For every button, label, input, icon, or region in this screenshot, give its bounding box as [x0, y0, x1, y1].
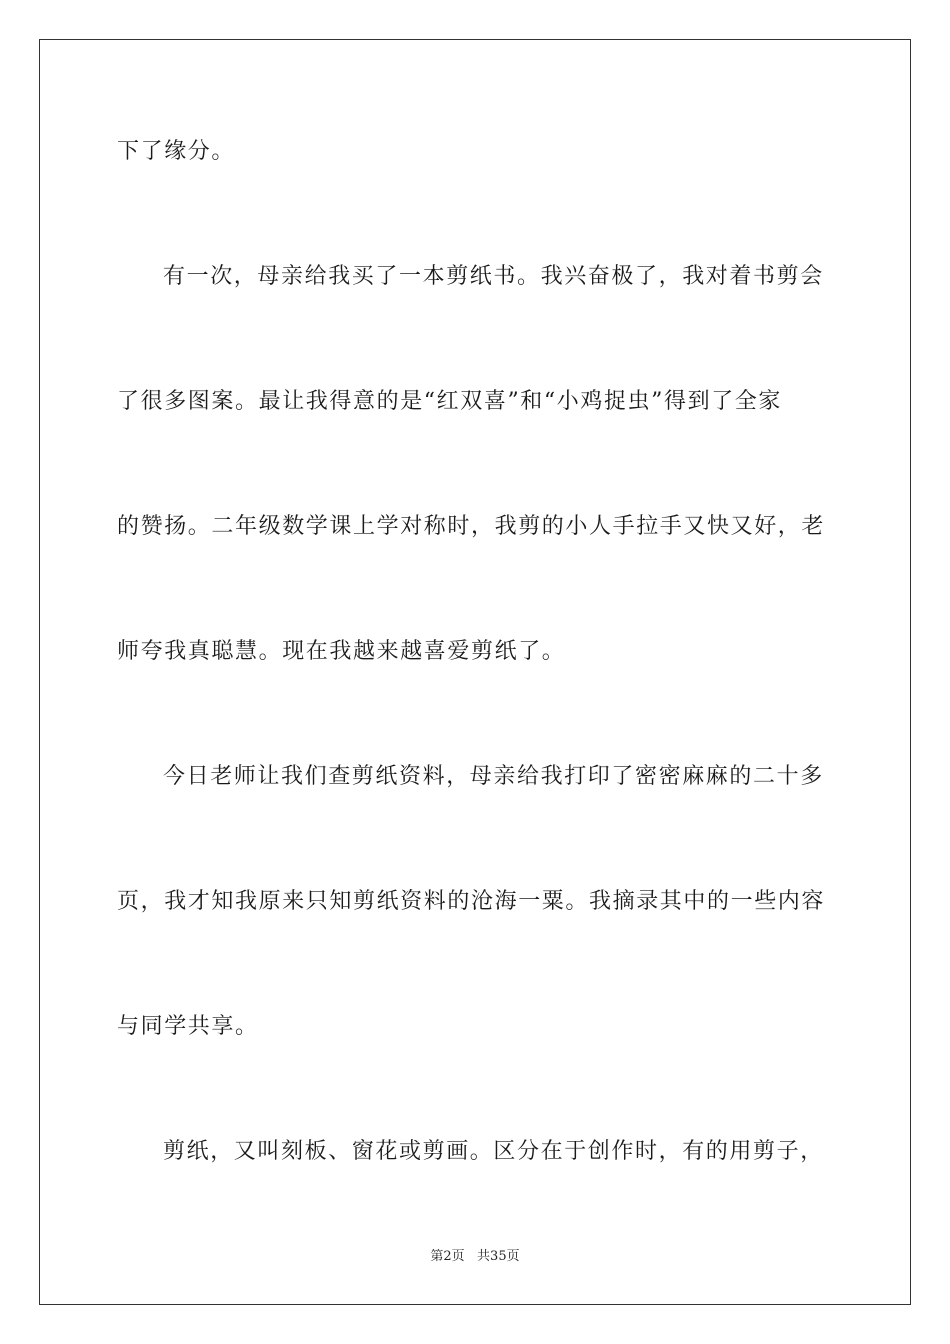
- page-border: [39, 39, 911, 1305]
- text-line: 与同学共享。: [117, 1014, 259, 1039]
- page-number-footer: 第2页 共35页: [430, 1249, 520, 1264]
- paragraph-start-line: 剪纸，又叫刻板、窗花或剪画。区分在于创作时，有的用剪子，: [163, 1139, 824, 1164]
- text-line: 下了缘分。: [117, 139, 236, 164]
- paragraph-start-line: 有一次，母亲给我买了一本剪纸书。我兴奋极了，我对着书剪会: [163, 264, 824, 289]
- text-line: 的赞扬。二年级数学课上学对称时，我剪的小人手拉手又快又好，老: [117, 514, 826, 539]
- paragraph-start-line: 今日老师让我们查剪纸资料，母亲给我打印了密密麻麻的二十多: [163, 764, 824, 789]
- text-line: 了很多图案。最让我得意的是“红双喜”和“小鸡捉虫”得到了全家: [117, 389, 782, 414]
- text-line: 页，我才知我原来只知剪纸资料的沧海一粟。我摘录其中的一些内容: [117, 889, 826, 914]
- text-line: 师夸我真聪慧。现在我越来越喜爱剪纸了。: [117, 639, 566, 664]
